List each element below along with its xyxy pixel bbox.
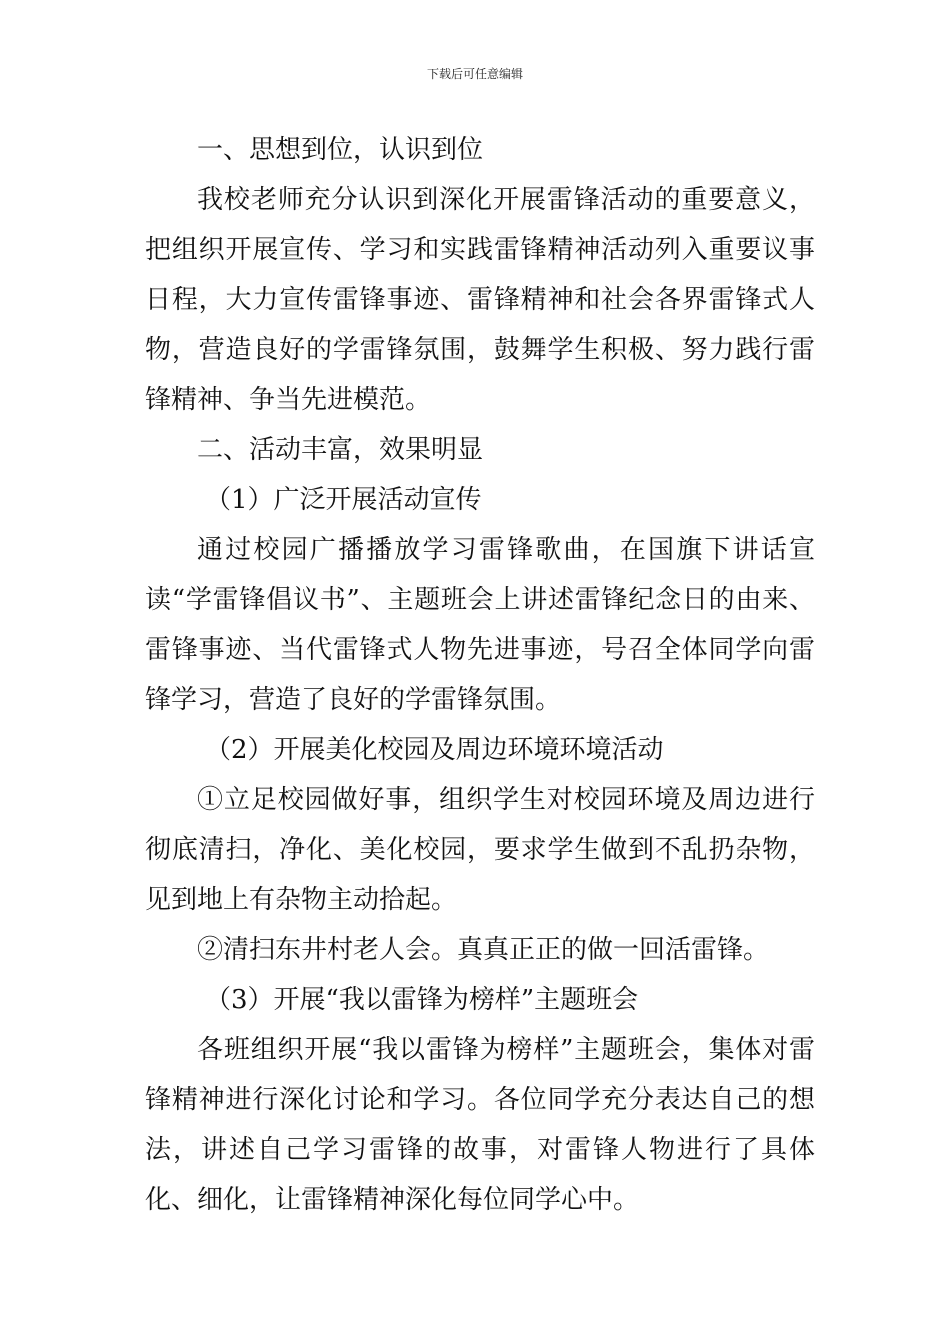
subsection-heading-1: （1）广泛开展活动宣传 xyxy=(205,485,482,515)
section-heading-2: 二、活动丰富，效果明显 xyxy=(197,435,484,465)
section-heading-1: 一、思想到位，认识到位 xyxy=(197,135,484,165)
list-item-1: ①立足校园做好事，组织学生对校园环境及周边进行彻底清扫，净化、美化校园，要求学生做到不乱扔杂物，见到地上有杂物主动拾起。 xyxy=(145,785,815,915)
document-body xyxy=(145,125,815,1225)
subsection-heading-2: （2）开展美化校园及周边环境环境活动 xyxy=(205,735,664,765)
subsection-heading-3: （3）开展“我以雷锋为榜样”主题班会 xyxy=(205,985,639,1015)
body-paragraph: 通过校园广播播放学习雷锋歌曲，在国旗下讲话宣读“学雷锋倡议书”、主题班会上讲述雷锋纪念日的由来、雷锋事迹、当代雷锋式人物先进事迹，号召全体同学向雷锋学习，营造了良好的学雷锋氛围。 xyxy=(145,535,815,715)
page-header-note: 下载后可任意编辑 xyxy=(426,67,523,81)
body-paragraph: 各班组织开展“我以雷锋为榜样”主题班会，集体对雷锋精神进行深化讨论和学习。各位同学充分表达自己的想法，讲述自己学习雷锋的故事，对雷锋人物进行了具体化、细化，让雷锋精神深化每位同学心中。 xyxy=(145,1035,815,1215)
body-paragraph: 我校老师充分认识到深化开展雷锋活动的重要意义，把组织开展宣传、学习和实践雷锋精神活动列入重要议事日程，大力宣传雷锋事迹、雷锋精神和社会各界雷锋式人物，营造良好的学雷锋氛围，鼓舞学生积极、努力践行雷锋精神、争当先进模范。 xyxy=(145,185,815,415)
list-item-2: ②清扫东井村老人会。真真正正的做一回活雷锋。 xyxy=(197,935,770,965)
